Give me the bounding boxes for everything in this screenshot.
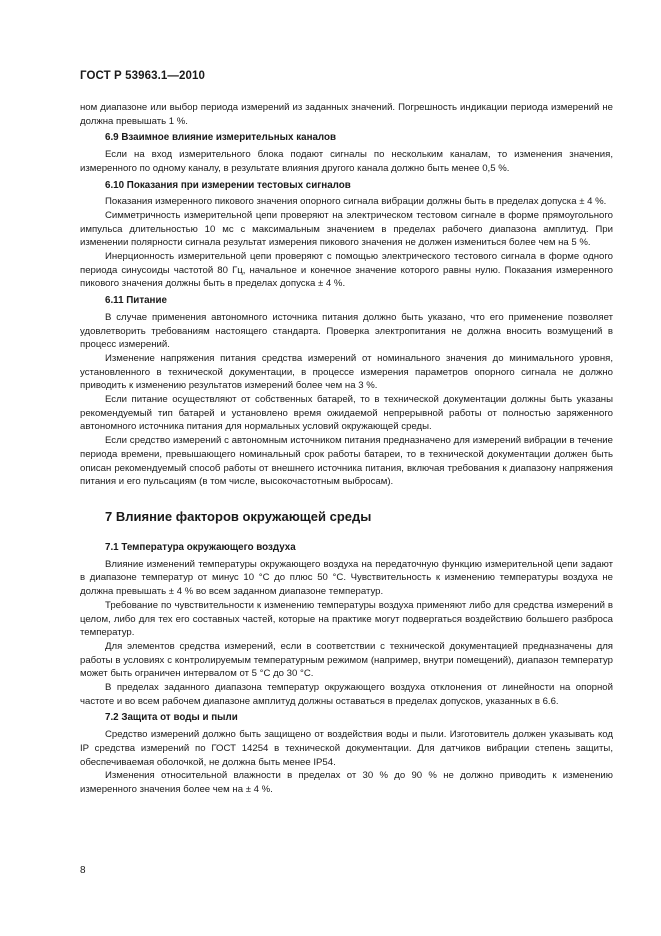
paragraph: Показания измеренного пикового значения опорного сигнала вибрации должны быть в пределах допуска ± 4 %. — [105, 196, 607, 208]
paragraph: Если питание осуществляют от собственных батарей, то в технической документации должны быть указаны рекомендуемый тип батарей и установлено время ожидаемой непрерывной работы от полностью заряженного автономного источника питания для нормальных условий окружающей среды. — [80, 394, 613, 433]
paragraph: Средство измерений должно быть защищено от воздействия воды и пыли. Изготовитель должен указывать код IP средства измерений по ГОСТ 14254 в технической документации. Для датчиков вибрации степень защиты, обеспечиваемая оболочкой, не должна быть менее IP54. — [80, 729, 613, 768]
paragraph: Требование по чувствительности к изменению температуры воздуха применяют либо для средства измерений в целом, либо для тех его составных частей, которые на практике могут подвергаться воздействию большего разброса температур. — [80, 599, 613, 639]
paragraph: ном диапазоне или выбор периода измерений из заданных значений. Погрешность индикации периода измерений не должна превышать 1 %. — [80, 102, 613, 127]
paragraph: Влияние изменений температуры окружающего воздуха на передаточную функцию измерительной цепи задают в диапазоне температур от минус 10 °С до плюс 50 °С. Чувствительность к изменению температуры воздуха не должна превышать ± 4 % во всем заданном диапазоне температур. — [80, 558, 613, 598]
paragraph: Изменение напряжения питания средства измерений от номинального значения до минимального уровня, установленного в технической документации, в процессе измерения параметров опорного сигнала не должно приводить к изменению результатов измерений более чем на 3 %. — [80, 352, 613, 392]
document-page — [80, 70, 613, 797]
subsection-heading: 6.9 Взаимное влияние измерительных каналов — [105, 132, 337, 144]
page-number: 8 — [80, 865, 86, 876]
paragraph: Изменения относительной влажности в пределах от 30 % до 90 % не должно приводить к изменению измеренного значения более чем на ± 4 %. — [80, 770, 613, 795]
paragraph: Если на вход измерительного блока подают сигналы по нескольким каналам, то изменения значения, измеренного по одному каналу, в результате влияния другого канала должно быть менее 0,5 %. — [80, 149, 613, 174]
document-header: ГОСТ Р 53963.1—2010 — [80, 70, 205, 82]
paragraph: Инерционность измерительной цепи проверяют с помощью электрического тестового сигнала в форме одного периода синусоиды частотой 80 Гц, начальное и конечное значение которого равны нулю. Показания измеренного пикового значения должны быть в пределах допуска ± 4 %. — [80, 251, 613, 290]
subsection-heading: 7.1 Температура окружающего воздуха — [105, 541, 296, 553]
paragraph: Если средство измерений с автономным источником питания предназначено для измерений вибрации в течение периода времени, превышающего номинальный срок работы батареи, то в технической документации должен быть описан рекомендуемый способ работы от внешнего источника питания, включая требования к диапазону напряжения питания и его пульсациям (в том числе, высокочастотным выбросам). — [80, 435, 613, 488]
paragraph: Для элементов средства измерений, если в соответствии с технической документацией предназначены для работы в условиях с контролируемым температурным режимом (например, внутри помещений), диапазон температур может быть ограничен интервалом от 5 °С до 30 °С. — [80, 640, 613, 680]
section-heading: 7 Влияние факторов окружающей среды — [105, 508, 372, 524]
document-body — [80, 101, 613, 797]
subsection-heading: 6.10 Показания при измерении тестовых сигналов — [105, 179, 351, 191]
paragraph: В случае применения автономного источника питания должно быть указано, что его применение позволяет удовлетворить требованиям настоящего стандарта. Проверка электропитания не должна вносить возмущений в процесс измерений. — [80, 311, 613, 351]
paragraph: Симметричность измерительной цепи проверяют на электрическом тестовом сигнале в форме прямоугольного импульса длительностью 10 мс с максимальным значением в пределах рабочего диапазона амплитуд. При изменении полярности сигнала результат измерения пикового значения не должен измениться более чем на 5 %. — [80, 209, 613, 249]
subsection-heading: 6.11 Питание — [105, 295, 167, 307]
subsection-heading: 7.2 Защита от воды и пыли — [105, 712, 238, 724]
paragraph: В пределах заданного диапазона температур окружающего воздуха отклонения от линейности на опорной частоте и во всем рабочем диапазоне амплитуд должны оставаться в пределах допусков, указанных в 6.6. — [80, 682, 613, 707]
